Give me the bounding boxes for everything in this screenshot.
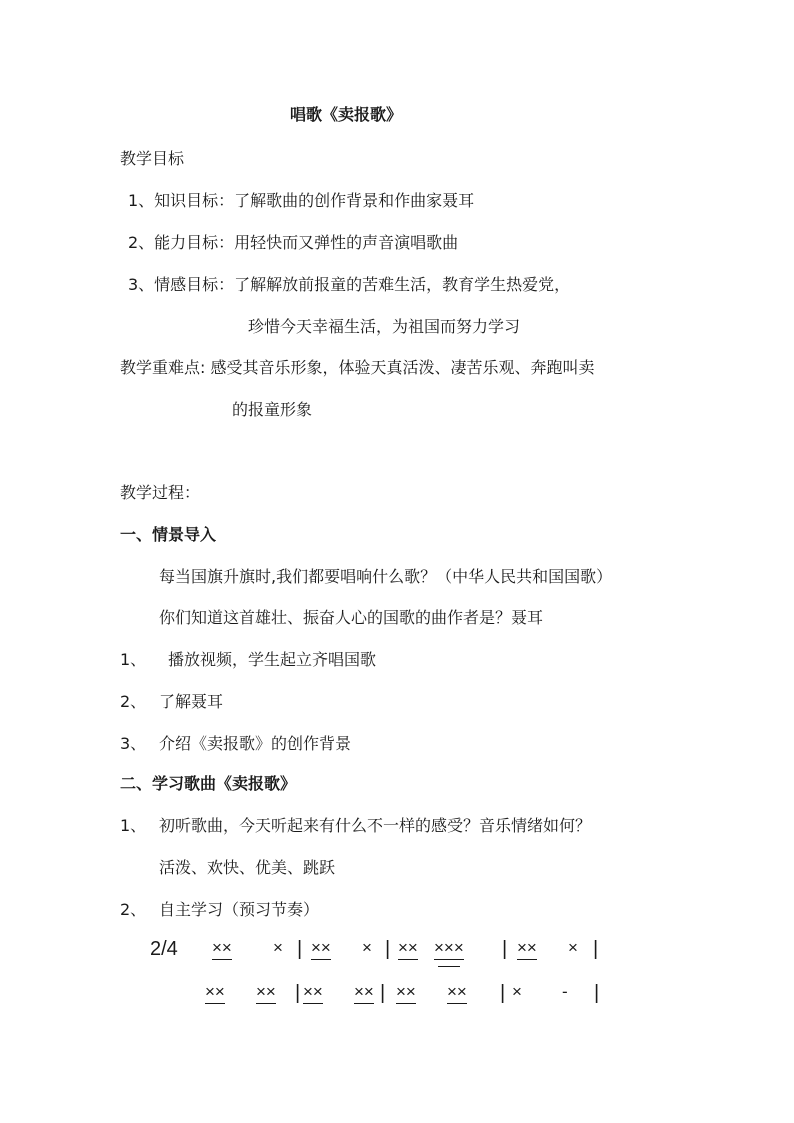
- rhythm-beat-eighth: ××: [396, 982, 416, 1004]
- list-item-number: 2、: [120, 692, 147, 711]
- rhythm-beat-eighth: ××: [256, 982, 276, 1004]
- rhythm-barline: |: [500, 982, 506, 1004]
- list-item-number: 1、: [120, 816, 147, 835]
- key-points-line-continued: 的报童形象: [232, 400, 313, 419]
- rhythm-barline: |: [593, 938, 599, 960]
- rhythm-barline: |: [385, 938, 391, 960]
- section-heading: 一、情景导入: [120, 525, 217, 544]
- rhythm-beat-eighth: ××: [447, 982, 467, 1004]
- list-item-text: 介绍《卖报歌》的创作背景: [159, 734, 352, 753]
- objective-item: 1、知识目标：了解歌曲的创作背景和作曲家聂耳: [128, 191, 475, 210]
- objectives-heading: 教学目标: [120, 149, 185, 168]
- rhythm-beat-eighth: ××: [205, 982, 225, 1004]
- time-signature: 2/4: [150, 938, 178, 960]
- objective-item: 2、能力目标：用轻快而又弹性的声音演唱歌曲: [128, 233, 459, 252]
- rhythm-barline: |: [594, 982, 600, 1004]
- process-heading: 教学过程：: [120, 483, 201, 502]
- list-item-text: 初听歌曲，今天听起来有什么不一样的感受？音乐情绪如何？: [159, 816, 592, 835]
- section-heading: 二、学习歌曲《卖报歌》: [120, 774, 297, 793]
- rhythm-beat: ×: [568, 938, 578, 957]
- paragraph-line: 每当国旗升旗时,我们都要唱响什么歌？（中华人民共和国国歌）: [159, 567, 613, 586]
- list-item-number: 1、: [120, 650, 147, 669]
- rhythm-beat-sixteenth: ×××: [434, 938, 464, 960]
- rhythm-beat: ×: [512, 982, 522, 1001]
- rhythm-beat-eighth: ××: [303, 982, 323, 1004]
- rhythm-barline: |: [295, 982, 301, 1004]
- paragraph-line: 你们知道这首雄壮、振奋人心的国歌的曲作者是？聂耳: [159, 608, 544, 627]
- rhythm-beat: ×: [273, 938, 283, 957]
- objective-item: 3、情感目标：了解解放前报童的苦难生活，教育学生热爱党，: [128, 275, 571, 294]
- list-item-text: 播放视频，学生起立齐唱国歌: [168, 650, 377, 669]
- rhythm-beat-eighth: ××: [311, 938, 331, 960]
- rhythm-beat: -: [562, 982, 568, 1001]
- rhythm-barline: |: [297, 938, 303, 960]
- list-item-text: 自主学习（预习节奏）: [159, 900, 320, 919]
- document-title: 唱歌《卖报歌》: [290, 105, 403, 124]
- rhythm-beat-eighth: ××: [212, 938, 232, 960]
- list-item-number: 2、: [120, 900, 147, 919]
- rhythm-beat-eighth: ××: [517, 938, 537, 960]
- list-item-number: 3、: [120, 734, 147, 753]
- rhythm-beat: ×: [362, 938, 372, 957]
- list-item-text: 了解聂耳: [159, 692, 224, 711]
- rhythm-beat-eighth: ××: [398, 938, 418, 960]
- key-points-line: 教学重难点: 感受其音乐形象，体验天真活泼、凄苦乐观、奔跑叫卖: [120, 358, 595, 377]
- list-item-text: 活泼、欢快、优美、跳跃: [159, 858, 336, 877]
- rhythm-beat-eighth: ××: [354, 982, 374, 1004]
- rhythm-barline: |: [502, 938, 508, 960]
- objective-item-continued: 珍惜今天幸福生活，为祖国而努力学习: [248, 317, 521, 336]
- rhythm-barline: |: [380, 982, 386, 1004]
